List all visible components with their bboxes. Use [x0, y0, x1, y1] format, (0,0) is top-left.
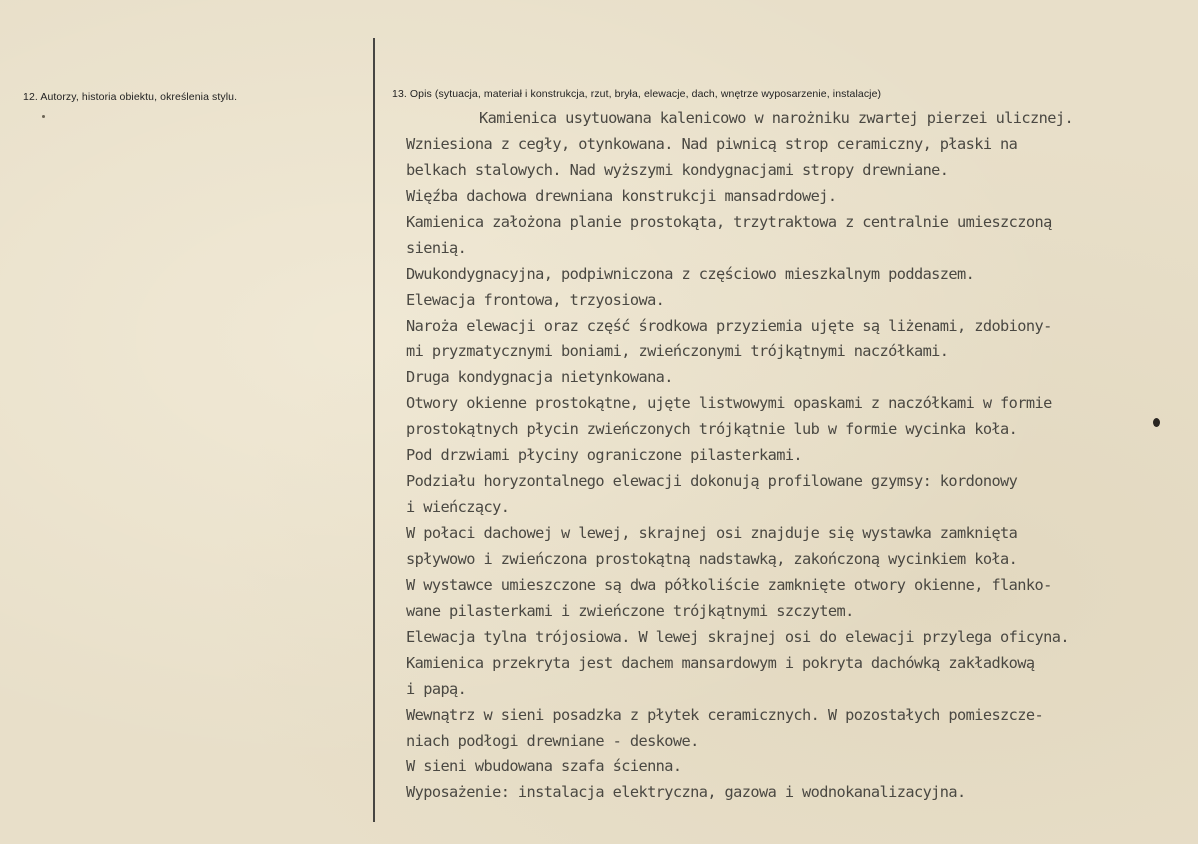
text-line: prostokątnych płycin zwieńczonych trójkątnie lub w formie wycinka koła. [406, 420, 1018, 439]
text-line: Kamienica przekryta jest dachem mansardowym i pokryta dachówką zakładkową [406, 653, 1035, 672]
text-line: W sieni wbudowana szafa ścienna. [406, 757, 682, 776]
text-line: Pod drzwiami płyciny ograniczone pilasterkami. [406, 446, 803, 465]
ink-speck [42, 115, 45, 118]
text-line: wane pilasterkami i zwieńczone trójkątnymi szczytem. [406, 601, 854, 620]
text-line: Podziału horyzontalnego elewacji dokonują profilowane gzymsy: kordonowy [406, 472, 1018, 491]
text-line: W wystawce umieszczone są dwa półkoliście zamknięte otwory okienne, flanko- [406, 575, 1052, 594]
text-line: i wieńczący. [406, 498, 510, 517]
text-line: Elewacja tylna trójosiowa. W lewej skrajnej osi do elewacji przylega oficyna. [406, 627, 1069, 646]
text-line: Otwory okienne prostokątne, ujęte listwowymi opaskami z naczółkami w formie [406, 394, 1052, 413]
text-line: sienią. [406, 238, 467, 257]
text-line: Dwukondygnacyjna, podpiwniczona z częściowo mieszkalnym poddaszem. [406, 264, 975, 283]
section-12-heading: 12. Autorzy, historia obiektu, określenia stylu. [23, 91, 238, 103]
text-line: i papą. [406, 679, 467, 698]
text-line: Wewnątrz w sieni posadzka z płytek ceramicznych. W pozostałych pomieszcze- [406, 705, 1044, 724]
text-line: belkach stalowych. Nad wyższymi kondygnacjami stropy drewniane. [406, 160, 949, 179]
text-line: Wzniesiona z cegły, otynkowana. Nad piwnicą strop ceramiczny, płaski na [406, 134, 1018, 153]
ink-blot [1153, 418, 1160, 427]
text-line: Więźba dachowa drewniana konstrukcji mansadrdowej. [406, 186, 837, 205]
text-line: W połaci dachowej w lewej, skrajnej osi znajduje się wystawka zamknięta [406, 524, 1018, 542]
text-line: Naroża elewacji oraz część środkowa przyziemia ujęte są liżenami, zdobiony- [406, 316, 1052, 335]
text-line: Wyposażenie: instalacja elektryczna, gazowa i wodnokanalizacyjna. [406, 783, 966, 802]
text-line: Elewacja frontowa, trzyosiowa. [406, 290, 665, 309]
text-line: niach podłogi drewniane - deskowe. [406, 731, 699, 750]
section-13-heading: 13. Opis (sytuacja, materiał i konstrukcja, rzut, bryła, elewacje, dach, wnętrze wyposarzenie, instalacje) [392, 88, 882, 100]
text-line: mi pryzmatycznymi boniami, zwieńczonymi trójkątnymi naczółkami. [406, 342, 949, 361]
column-divider [373, 38, 375, 822]
text-line: Kamienica usytuowana kalenicowo w narożniku zwartej pierzei ulicznej. [479, 109, 1074, 127]
text-line: spływowo i zwieńczona prostokątną nadstawką, zakończoną wycinkiem koła. [406, 549, 1018, 568]
text-line: Druga kondygnacja nietynkowana. [406, 368, 673, 387]
description-text [406, 106, 1196, 806]
text-line: Kamienica założona planie prostokąta, trzytraktowa z centralnie umieszczoną [406, 212, 1052, 231]
